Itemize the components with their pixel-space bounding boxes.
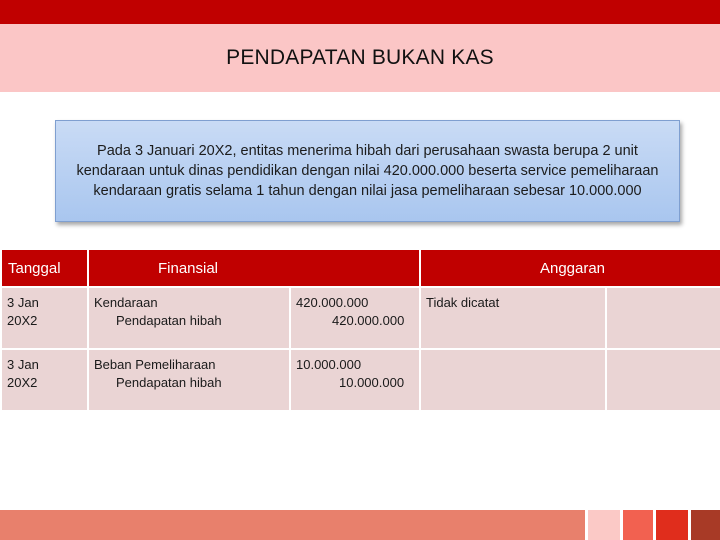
footer-stripe: [0, 510, 585, 540]
budget-extra-cell: [607, 350, 720, 410]
date-year: 20X2: [7, 313, 38, 328]
journal-table: [0, 248, 720, 412]
top-accent-bar: [0, 0, 720, 24]
date-day: 3 Jan: [7, 295, 39, 310]
header-finansial: [89, 250, 419, 286]
header-tanggal: Tanggal: [2, 250, 87, 286]
debit-amount: 420.000.000: [296, 295, 369, 310]
footer-block: [623, 510, 653, 540]
slide-title: PENDAPATAN BUKAN KAS: [226, 46, 494, 69]
table-header-row: [2, 250, 720, 286]
date-day: 3 Jan: [7, 357, 39, 372]
debit-account: Kendaraan: [94, 295, 158, 310]
account-cell: [89, 288, 289, 348]
budget-cell: [421, 288, 605, 348]
budget-text: Tidak dicatat: [426, 295, 500, 310]
header-finansial-label: Finansial: [157, 259, 219, 277]
credit-amount: 420.000.000: [332, 313, 405, 328]
debit-amount: 10.000.000: [296, 357, 362, 372]
budget-extra-cell: [607, 288, 720, 348]
footer-block: [656, 510, 688, 540]
amount-cell: [291, 350, 419, 410]
header-anggaran: Anggaran: [421, 250, 720, 286]
credit-account: Pendapatan hibah: [116, 313, 222, 328]
credit-account: Pendapatan hibah: [116, 375, 222, 390]
footer-block: [588, 510, 620, 540]
table-row: [2, 350, 720, 410]
date-cell: [2, 288, 87, 348]
description-callout: [55, 120, 680, 222]
budget-cell: [421, 350, 605, 410]
table-row: [2, 288, 720, 348]
account-cell: [89, 350, 289, 410]
description-text: Pada 3 Januari 20X2, entitas menerima hibah dari perusahaan swasta berupa 2 unit kendaraan untuk dinas pendidikan dengan nilai 420.000.000 beserta service pemeliharaan kendaraan gratis selama 1 tahun dengan nilai jasa pemeliharaan sebesar 10.000.000: [76, 143, 659, 199]
amount-cell: [291, 288, 419, 348]
date-year: 20X2: [7, 375, 38, 390]
title-band: [0, 24, 720, 92]
credit-amount: 10.000.000: [339, 375, 405, 390]
debit-account: Beban Pemeliharaan: [94, 357, 216, 372]
footer-block: [691, 510, 720, 540]
date-cell: [2, 350, 87, 410]
